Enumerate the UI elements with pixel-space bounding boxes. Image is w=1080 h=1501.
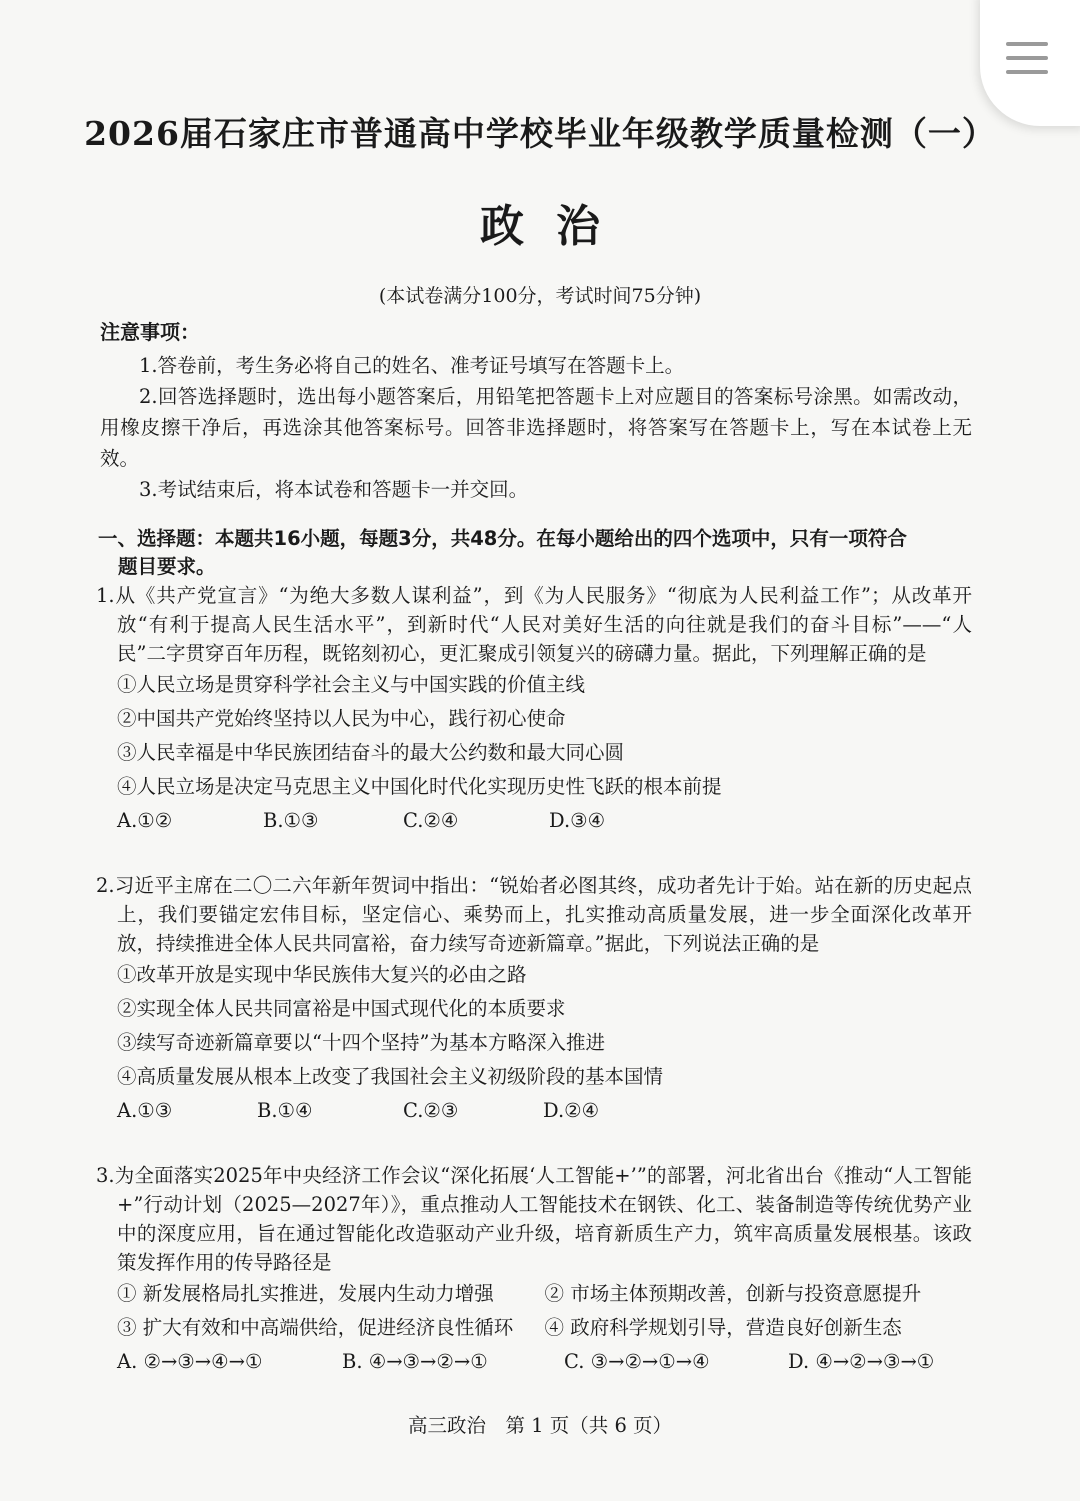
notice-item: 1.答卷前，考生务必将自己的姓名、准考证号填写在答题卡上。 [139,354,685,377]
statement-option: ④ 政府科学规划引导，营造良好创新生态 [544,1316,902,1339]
statement-option: ③ 扩大有效和中高端供给，促进经济良性循环 [117,1316,514,1339]
question-2 [96,871,972,1128]
section-heading [98,525,972,581]
answer-choices [96,1094,972,1128]
statement-option: ① 新发展格局扎实推进，发展内生动力增强 [117,1282,494,1305]
statement-option: ② 市场主体预期改善，创新与投资意愿提升 [544,1282,922,1305]
statement-row [96,1277,972,1311]
choice-d: D. ④→②→③→① [788,1350,935,1373]
question-stem: 2.习近平主席在二〇二六年新年贺词中指出：“锐始者必图其终，成功者先计于始。站在新的历史起点上，我们要锚定宏伟目标，坚定信心、乘势而上，扎实推动高质量发展，进一步全面深化改革开放，持续推进全体人民共同富裕，奋力续写奇迹新篇章。”据此，下列说法正确的是 [96,874,972,955]
notice-item: 3.考试结束后，将本试卷和答题卡一并交回。 [139,478,529,501]
statement-option: ④人民立场是决定马克思主义中国化时代化实现历史性飞跃的根本前提 [117,775,722,798]
subject-title: 政治 [480,201,632,252]
statement-row [96,1311,972,1345]
question-stem: 3.为全面落实2025年中央经济工作会议“深化拓展‘人工智能+’”的部署，河北省出台《推动“人工智能+”行动计划（2025—2027年）》，重点推动人工智能技术在钢铁、化工、装备制造等传统优势产业中的深度应用，旨在通过智能化改造驱动产业升级，培育新质生产力，筑牢高质量发展根基。该政策发挥作用的传导路径是 [96,1164,972,1274]
exam-info: (本试卷满分100分，考试时间75分钟) [378,285,702,307]
choice-c: C.②④ [403,809,459,832]
notice-item: 2.回答选择题时，选出每小题答案后，用铅笔把答题卡上对应题目的答案标号涂黑。如需改动，用橡皮擦干净后，再选涂其他答案标号。回答非选择题时，将答案写在答题卡上，写在本试卷上无效。 [100,385,972,470]
statement-option: ③人民幸福是中华民族团结奋斗的最大公约数和最大同心圆 [117,741,625,764]
statement-option: ②实现全体人民共同富裕是中国式现代化的本质要求 [117,997,566,1020]
statement-option: ③续写奇迹新篇章要以“十四个坚持”为基本方略深入推进 [117,1031,605,1054]
choice-b: B.①③ [263,809,319,832]
question-stem: 1.从《共产党宣言》“为绝大多数人谋利益”，到《为人民服务》“彻底为人民利益工作”；从改革开放“有利于提高人民生活水平”，到新时代“人民对美好生活的向往就是我们的奋斗目标”——“人民”二字贯穿百年历程，既铭刻初心，更汇聚成引领复兴的磅礴力量。据此，下列理解正确的是 [96,584,972,665]
statement-option: ①改革开放是实现中华民族伟大复兴的必由之路 [117,963,527,986]
notice-list [100,350,972,505]
section-heading-line2: 题目要求。 [118,555,216,578]
exam-title: 2026届石家庄市普通高中学校毕业年级教学质量检测（一） [84,114,996,153]
choice-d: D.③④ [549,809,606,832]
hamburger-icon [1006,42,1048,84]
choice-c: C.②③ [403,1099,459,1122]
section-heading-line1: 一、选择题：本题共16小题，每题3分，共48分。在每小题给出的四个选项中，只有一项符合 [98,527,907,550]
statement-option: ①人民立场是贯穿科学社会主义与中国实践的价值主线 [117,673,586,696]
choice-a: A.①③ [117,1099,173,1122]
page-footer: 高三政治 第 1 页（共 6 页） [407,1414,673,1437]
choice-d: D.②④ [543,1099,600,1122]
question-1 [96,581,972,838]
question-3 [96,1161,972,1379]
answer-choices [96,1345,972,1379]
statement-option: ④高质量发展从根本上改变了我国社会主义初级阶段的基本国情 [117,1065,664,1088]
choice-b: B. ④→③→②→① [342,1350,488,1373]
choice-a: A.①② [117,809,173,832]
answer-choices [96,804,972,838]
choice-c: C. ③→②→①→④ [564,1350,710,1373]
choice-b: B.①④ [257,1099,313,1122]
statement-option: ②中国共产党始终坚持以人民为中心，践行初心使命 [117,707,566,730]
choice-a: A. ②→③→④→① [117,1350,263,1373]
notice-heading: 注意事项： [100,320,200,344]
